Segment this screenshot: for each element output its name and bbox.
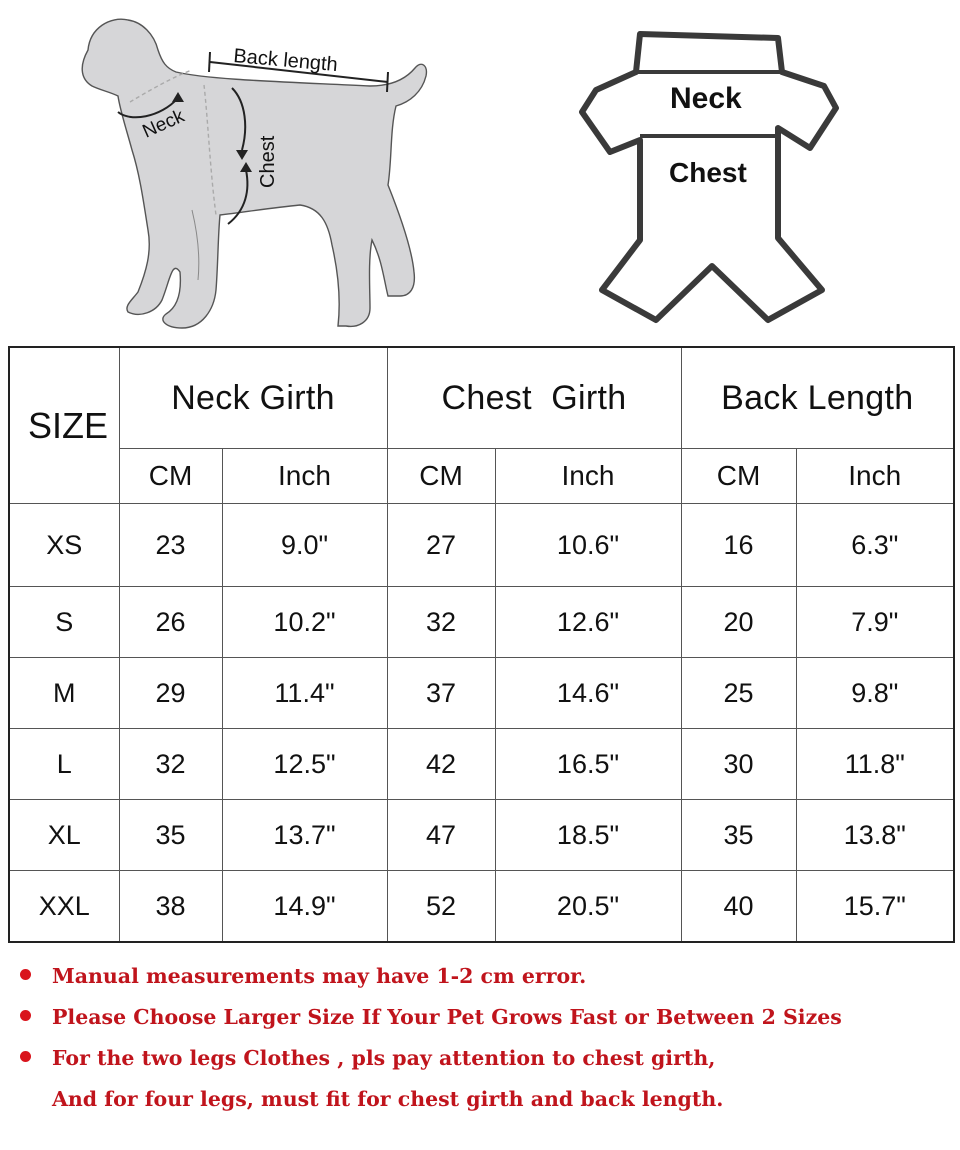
measurement-cell: 9.0" xyxy=(222,504,387,587)
neck-girth-header: Neck Girth xyxy=(119,347,387,449)
table-row xyxy=(9,587,954,658)
table-group-header-row xyxy=(9,347,954,449)
measurement-cell: 20.5" xyxy=(495,871,681,943)
measurement-cell: 32 xyxy=(387,587,495,658)
size-label-cell: XXL xyxy=(9,871,119,943)
note-item xyxy=(14,1040,944,1081)
measurement-cell: 35 xyxy=(681,800,796,871)
garment-neck-label: Neck xyxy=(670,82,742,115)
dog-back-length-label: Back length xyxy=(232,45,339,77)
measurement-cell: 12.6" xyxy=(495,587,681,658)
size-column-header: SIZE xyxy=(9,347,119,504)
table-row xyxy=(9,729,954,800)
size-label-cell: M xyxy=(9,658,119,729)
measurement-cell: 14.9" xyxy=(222,871,387,943)
measurement-cell: 14.6" xyxy=(495,658,681,729)
size-label-cell: XS xyxy=(9,504,119,587)
measurement-cell: 13.7" xyxy=(222,800,387,871)
bullet-dot xyxy=(20,969,31,980)
measurement-cell: 25 xyxy=(681,658,796,729)
measurement-cell: 40 xyxy=(681,871,796,943)
measurement-cell: 20 xyxy=(681,587,796,658)
unit-header: CM xyxy=(387,449,495,504)
measurement-cell: 37 xyxy=(387,658,495,729)
measurement-cell: 27 xyxy=(387,504,495,587)
measurement-cell: 7.9" xyxy=(796,587,954,658)
measurement-cell: 35 xyxy=(119,800,222,871)
note-text: Please Choose Larger Size If Your Pet Grows Fast or Between 2 Sizes xyxy=(52,1005,842,1029)
table-row xyxy=(9,871,954,943)
measurement-cell: 12.5" xyxy=(222,729,387,800)
size-chart-table xyxy=(8,346,955,943)
size-label-cell: XL xyxy=(9,800,119,871)
size-label-cell: S xyxy=(9,587,119,658)
measurement-cell: 18.5" xyxy=(495,800,681,871)
note-item xyxy=(14,999,944,1040)
table-row xyxy=(9,504,954,587)
chest-girth-header: Chest Girth xyxy=(387,347,681,449)
unit-header: CM xyxy=(681,449,796,504)
note-item-continuation xyxy=(14,1081,944,1122)
measurement-cell: 47 xyxy=(387,800,495,871)
measurement-cell: 16 xyxy=(681,504,796,587)
table-row xyxy=(9,800,954,871)
measurement-cell: 11.8" xyxy=(796,729,954,800)
measurement-cell: 9.8" xyxy=(796,658,954,729)
measurement-cell: 30 xyxy=(681,729,796,800)
unit-header: Inch xyxy=(796,449,954,504)
measurement-cell: 10.2" xyxy=(222,587,387,658)
note-text: And for four legs, must fit for chest girth and back length. xyxy=(52,1087,724,1111)
note-item xyxy=(14,958,944,999)
notes-list xyxy=(14,958,944,1122)
measurement-cell: 16.5" xyxy=(495,729,681,800)
table-unit-header-row xyxy=(9,449,954,504)
measurement-cell: 42 xyxy=(387,729,495,800)
measurement-cell: 38 xyxy=(119,871,222,943)
dog-neck-label: Neck xyxy=(139,105,188,143)
measurement-cell: 13.8" xyxy=(796,800,954,871)
dog-measurement-illustration xyxy=(70,10,450,340)
table-row xyxy=(9,658,954,729)
bullet-dot xyxy=(20,1051,31,1062)
table-body xyxy=(9,504,954,943)
unit-header: CM xyxy=(119,449,222,504)
garment-chest-label: Chest xyxy=(669,157,747,188)
unit-header: Inch xyxy=(222,449,387,504)
measurement-cell: 10.6" xyxy=(495,504,681,587)
back-length-header: Back Length xyxy=(681,347,954,449)
measurement-cell: 23 xyxy=(119,504,222,587)
dog-chest-label: Chest xyxy=(257,135,279,188)
measurement-cell: 6.3" xyxy=(796,504,954,587)
measurement-cell: 29 xyxy=(119,658,222,729)
measurement-cell: 15.7" xyxy=(796,871,954,943)
measurement-cell: 52 xyxy=(387,871,495,943)
note-text: Manual measurements may have 1-2 cm error. xyxy=(52,964,587,988)
measurement-cell: 32 xyxy=(119,729,222,800)
measurement-cell: 11.4" xyxy=(222,658,387,729)
size-label-cell: L xyxy=(9,729,119,800)
note-text: For the two legs Clothes , pls pay attention to chest girth, xyxy=(52,1046,716,1070)
measurement-cell: 26 xyxy=(119,587,222,658)
bullet-dot xyxy=(20,1010,31,1021)
unit-header: Inch xyxy=(495,449,681,504)
garment-illustration xyxy=(572,28,852,328)
